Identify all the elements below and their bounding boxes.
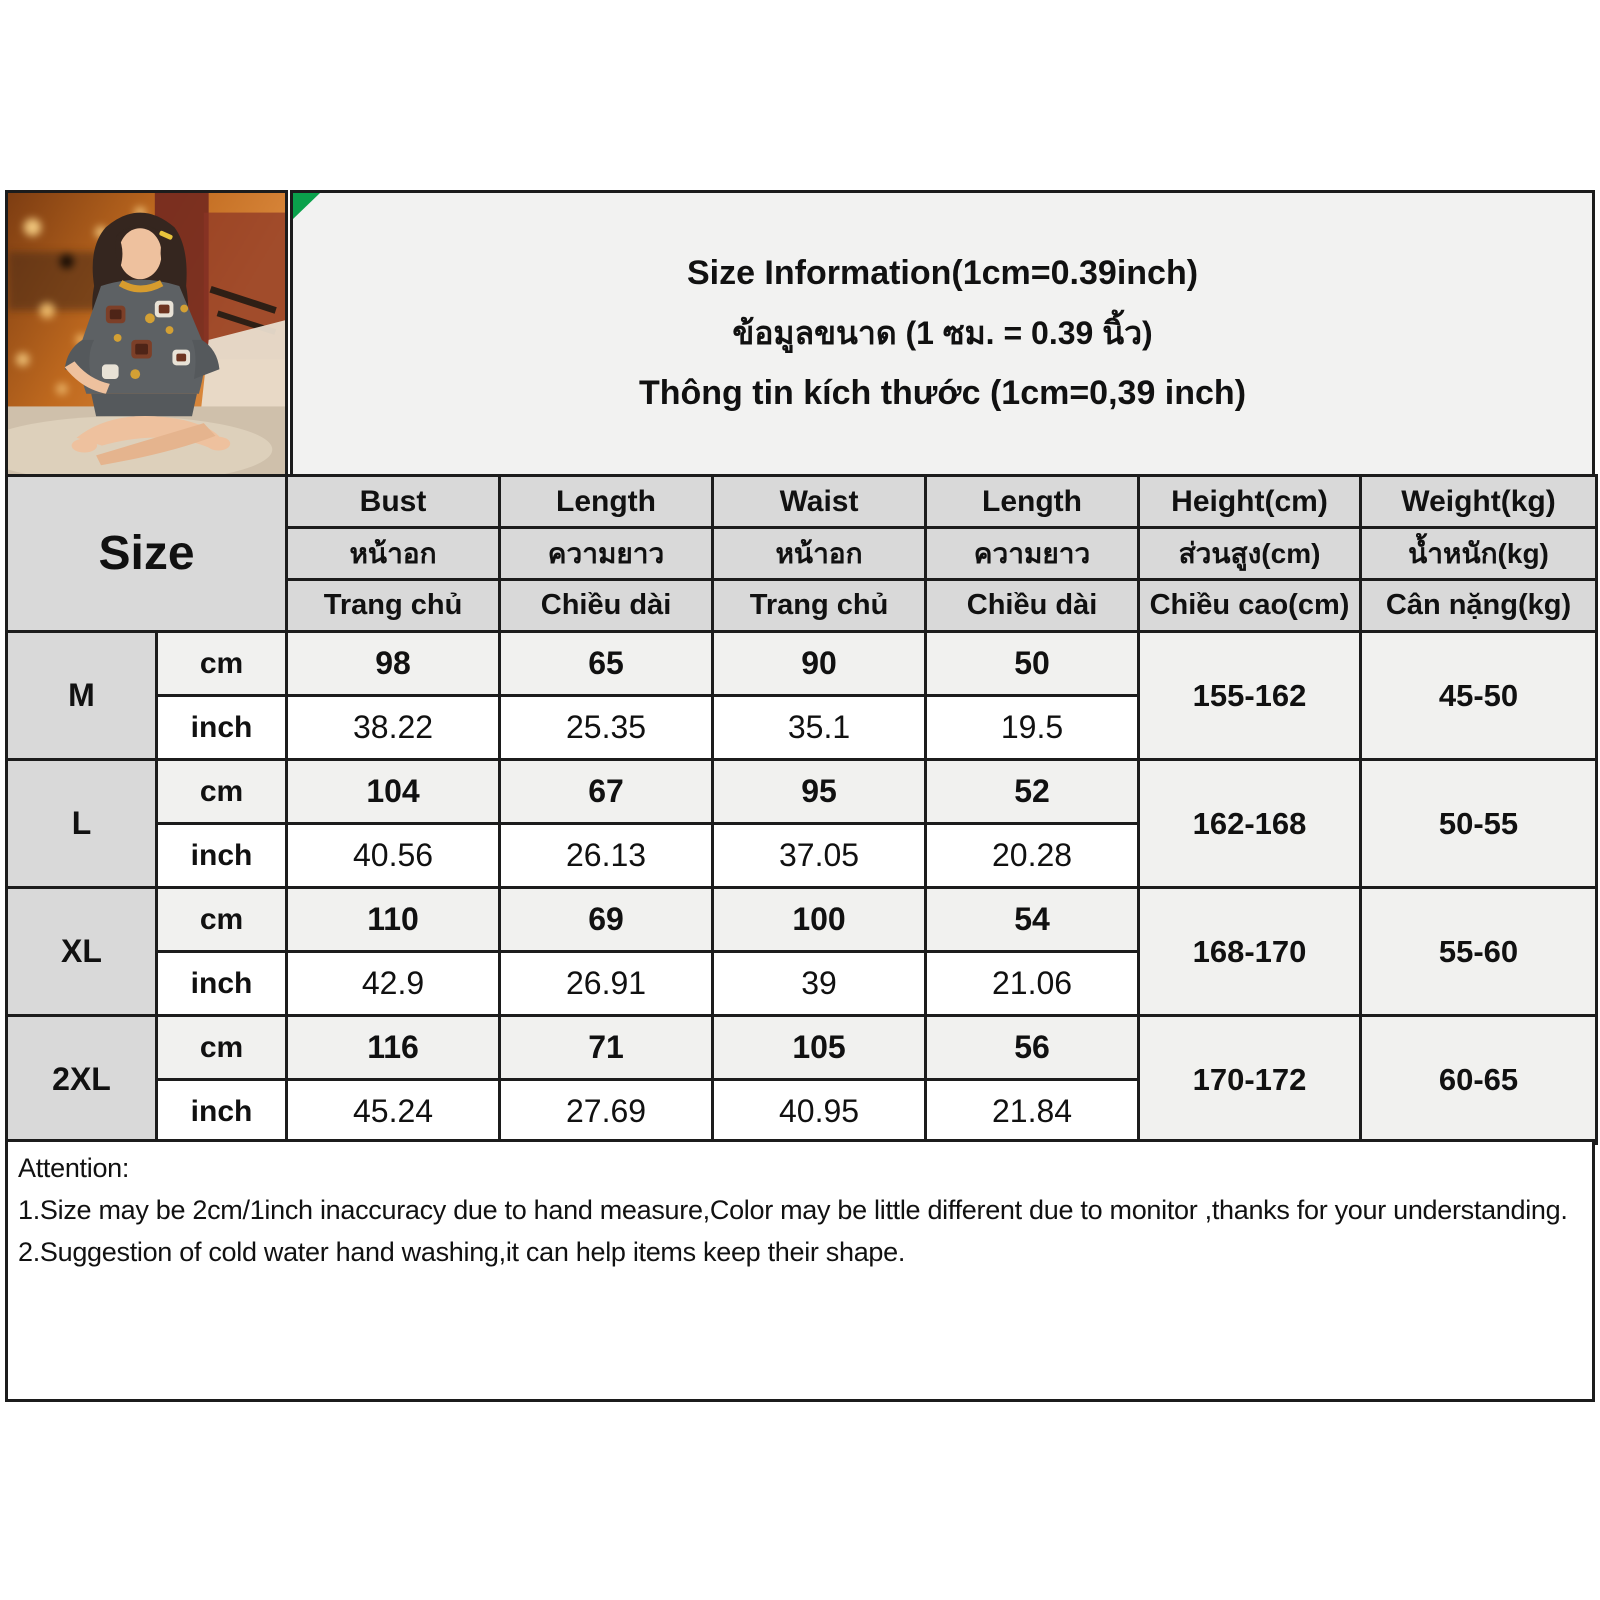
m-bust-cm: 98 [287,632,500,696]
col-length2-en: Length [926,476,1139,528]
xl-bust-cm: 110 [287,888,500,952]
unit-cm: cm [157,888,287,952]
col-bust-vi: Trang chủ [287,580,500,632]
l-length2-cm: 52 [926,760,1139,824]
col-length2-th: ความยาว [926,528,1139,580]
col-weight-th: น้ำหนัก(kg) [1361,528,1597,580]
attention-line-1: 1.Size may be 2cm/1inch inaccuracy due to hand measure,Color may be little different due to monitor ,thanks for your understanding. [18,1194,1568,1225]
unit-inch: inch [157,824,287,888]
col-length-vi: Chiều dài [500,580,713,632]
unit-cm: cm [157,760,287,824]
title-english: Size Information(1cm=0.39inch) [686,254,1199,292]
m-height-range: 155-162 [1139,632,1361,760]
col-length-th: ความยาว [500,528,713,580]
xl-length-inch: 26.91 [500,952,713,1016]
table-row [7,1016,1597,1080]
2xl-length2-cm: 56 [926,1016,1139,1080]
product-photo [5,190,288,477]
table-row [7,760,1597,824]
l-height-range: 162-168 [1139,760,1361,888]
xl-bust-inch: 42.9 [287,952,500,1016]
m-waist-inch: 35.1 [713,696,926,760]
xl-weight-range: 55-60 [1361,888,1597,1016]
m-bust-inch: 38.22 [287,696,500,760]
col-weight-vi: Cân nặng(kg) [1361,580,1597,632]
2xl-bust-inch: 45.24 [287,1080,500,1144]
top-band [5,190,1595,477]
l-weight-range: 50-55 [1361,760,1597,888]
m-weight-range: 45-50 [1361,632,1597,760]
size-label-l: L [7,760,157,888]
col-waist-vi: Trang chủ [713,580,926,632]
l-bust-inch: 40.56 [287,824,500,888]
attention-line-2: 2.Suggestion of cold water hand washing,it can help items keep their shape. [18,1236,906,1267]
xl-height-range: 168-170 [1139,888,1361,1016]
l-bust-cm: 104 [287,760,500,824]
size-table [5,474,1598,1145]
m-length2-cm: 50 [926,632,1139,696]
2xl-waist-cm: 105 [713,1016,926,1080]
col-length-en: Length [500,476,713,528]
size-header-cell: Size [7,476,287,632]
2xl-bust-cm: 116 [287,1016,500,1080]
title-vietnamese: Thông tin kích thước (1cm=0,39 inch) [638,374,1247,412]
corner-accent-icon [293,193,320,219]
size-label-xl: XL [7,888,157,1016]
col-bust-th: หน้าอก [287,528,500,580]
l-length2-inch: 20.28 [926,824,1139,888]
size-label-m: M [7,632,157,760]
unit-cm: cm [157,632,287,696]
2xl-length2-inch: 21.84 [926,1080,1139,1144]
unit-cm: cm [157,1016,287,1080]
2xl-waist-inch: 40.95 [713,1080,926,1144]
xl-length-cm: 69 [500,888,713,952]
table-row [7,888,1597,952]
col-waist-en: Waist [713,476,926,528]
size-information-header [290,190,1595,477]
xl-waist-cm: 100 [713,888,926,952]
2xl-height-range: 170-172 [1139,1016,1361,1144]
unit-inch: inch [157,1080,287,1144]
unit-inch: inch [157,952,287,1016]
table-row [7,632,1597,696]
xl-length2-cm: 54 [926,888,1139,952]
m-length-inch: 25.35 [500,696,713,760]
product-photo-illustration [8,193,285,474]
m-length-cm: 65 [500,632,713,696]
col-length2-vi: Chiều dài [926,580,1139,632]
m-length2-inch: 19.5 [926,696,1139,760]
col-bust-en: Bust [287,476,500,528]
header-row-english [7,476,1597,528]
attention-notes [5,1139,1595,1402]
title-thai: ข้อมูลขนาด (1 ซม. = 0.39 นิ้ว) [732,315,1153,351]
l-waist-inch: 37.05 [713,824,926,888]
attention-heading: Attention: [18,1153,130,1183]
2xl-length-cm: 71 [500,1016,713,1080]
l-length-cm: 67 [500,760,713,824]
col-height-vi: Chiều cao(cm) [1139,580,1361,632]
l-length-inch: 26.13 [500,824,713,888]
col-waist-th: หน้าอก [713,528,926,580]
2xl-weight-range: 60-65 [1361,1016,1597,1144]
m-waist-cm: 90 [713,632,926,696]
xl-waist-inch: 39 [713,952,926,1016]
unit-inch: inch [157,696,287,760]
col-height-th: ส่วนสูง(cm) [1139,528,1361,580]
size-label-2xl: 2XL [7,1016,157,1144]
col-height-en: Height(cm) [1139,476,1361,528]
col-weight-en: Weight(kg) [1361,476,1597,528]
2xl-length-inch: 27.69 [500,1080,713,1144]
xl-length2-inch: 21.06 [926,952,1139,1016]
l-waist-cm: 95 [713,760,926,824]
